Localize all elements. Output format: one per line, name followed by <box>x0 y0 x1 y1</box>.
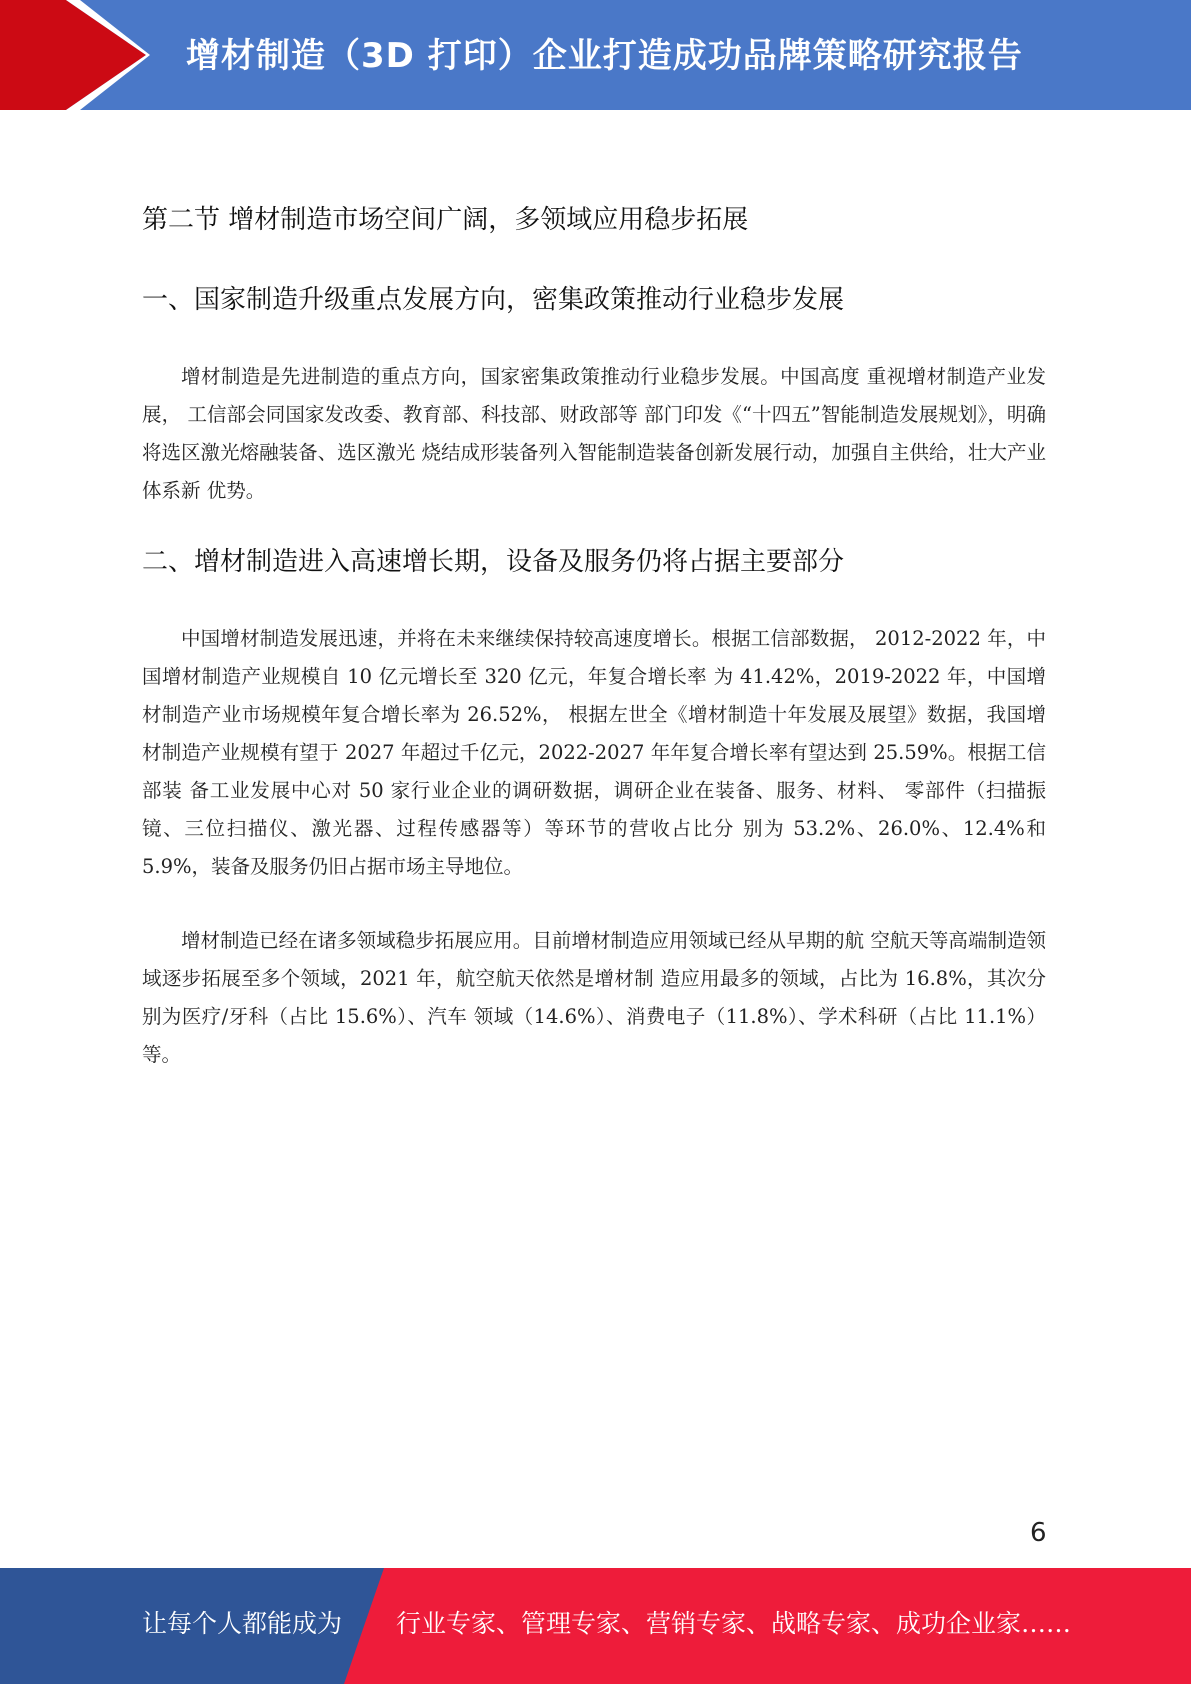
report-title: 增材制造（3D 打印）企业打造成功品牌策略研究报告 <box>186 36 1023 76</box>
header-chevron-decoration <box>0 0 150 110</box>
paragraph: 增材制造已经在诸多领域稳步拓展应用。目前增材制造应用领域已经从早期的航 空航天等高端制造领域逐步拓展至多个领域，2021 年，航空航天依然是增材制 造应用最多的领域，占比为 16.8%，其次分别为医疗/牙科（占比 15.6%）、汽车 领域（14.6%）、消费电子（11.8%）、学术科研（占比 11.1%）等。 <box>142 929 1046 1066</box>
page-number: 6 <box>1030 1518 1047 1548</box>
footer-slogan-left: 让每个人都能成为 <box>142 1609 343 1638</box>
paragraph: 增材制造是先进制造的重点方向，国家密集政策推动行业稳步发展。中国高度 重视增材制造产业发展， 工信部会同国家发改委、教育部、科技部、财政部等 部门印发《“十四五”智能制造发展规划》，明确将选区激光熔融装备、选区激光 烧结成形装备列入智能制造装备创新发展行动，加强自主供给，壮大产业体系新 优势。 <box>142 365 1046 502</box>
footer-band <box>0 1568 1191 1684</box>
footer-slogan-right: 行业专家、管理专家、营销专家、战略专家、成功企业家…… <box>396 1609 1072 1638</box>
paragraph: 中国增材制造发展迅速，并将在未来继续保持较高速度增长。根据工信部数据， 2012-2022 年，中国增材制造产业规模自 10 亿元增长至 320 亿元，年复合增长率 为 41.42%，2019-2022 年，中国增材制造产业市场规模年复合增长率为 26.52%， 根据左世全《增材制造十年发展及展望》数据，我国增材制造产业规模有望于 2027 年超过千亿元，2022-2027 年年复合增长率有望达到 25.59%。根据工信部装 备工业发展中心对 50 家行业企业的调研数据，调研企业在装备、服务、材料、 零部件（扫描振镜、三位扫描仪、激光器、过程传感器等）等环节的营收占比分 别为 53.2%、26.0%、12.4%和 5.9%，装备及服务仍旧占据市场主导地位。 <box>142 627 1046 878</box>
section-heading: 第二节 增材制造市场空间广阔，多领域应用稳步拓展 <box>142 205 749 235</box>
subsection-heading-1: 一、国家制造升级重点发展方向，密集政策推动行业稳步发展 <box>142 285 845 315</box>
header-band <box>0 0 1191 110</box>
subsection-heading-2: 二、增材制造进入高速增长期，设备及服务仍将占据主要部分 <box>142 547 845 577</box>
document-body <box>142 190 1046 1074</box>
